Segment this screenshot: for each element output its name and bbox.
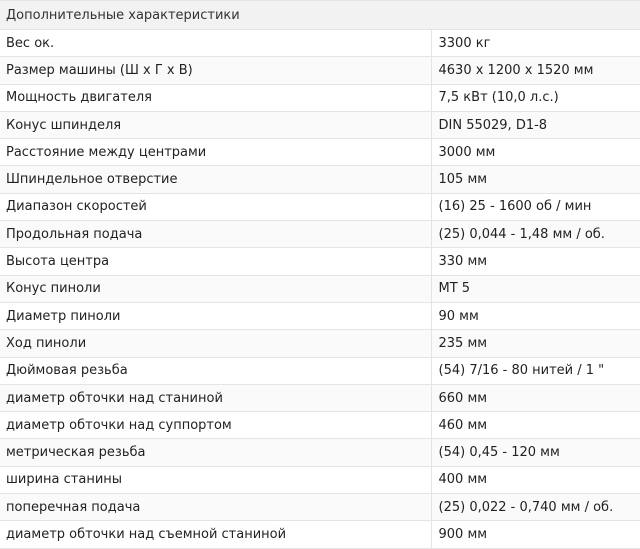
- table-row: [0, 466, 640, 493]
- spec-value: 460 мм: [431, 412, 640, 439]
- spec-value: (25) 0,022 - 0,740 мм / об.: [431, 494, 640, 521]
- table-row: [0, 111, 640, 138]
- spec-label: поперечная подача: [0, 494, 431, 521]
- spec-value: 900 мм: [431, 521, 640, 548]
- table-row: [0, 193, 640, 220]
- spec-label: метрическая резьба: [0, 439, 431, 466]
- spec-label: Шпиндельное отверстие: [0, 166, 431, 193]
- spec-label: Ход пиноли: [0, 330, 431, 357]
- spec-value: 330 мм: [431, 248, 640, 275]
- table-row: [0, 384, 640, 411]
- spec-label: Конус шпинделя: [0, 111, 431, 138]
- spec-label: Продольная подача: [0, 221, 431, 248]
- spec-value: 660 мм: [431, 384, 640, 411]
- spec-value: 7,5 кВт (10,0 л.с.): [431, 84, 640, 111]
- table-row: [0, 84, 640, 111]
- spec-value: MT 5: [431, 275, 640, 302]
- spec-value: DIN 55029, D1-8: [431, 111, 640, 138]
- spec-label: Расстояние между центрами: [0, 139, 431, 166]
- table-row: [0, 275, 640, 302]
- spec-label: Диапазон скоростей: [0, 193, 431, 220]
- table-row: [0, 302, 640, 329]
- spec-label: Высота центра: [0, 248, 431, 275]
- section-title: Дополнительные характеристики: [0, 1, 640, 30]
- table-row: [0, 139, 640, 166]
- spec-label: Дюймовая резьба: [0, 357, 431, 384]
- spec-value: 235 мм: [431, 330, 640, 357]
- spec-value: (54) 0,45 - 120 мм: [431, 439, 640, 466]
- spec-label: Вес ок.: [0, 30, 431, 57]
- table-row: [0, 166, 640, 193]
- spec-label: Конус пиноли: [0, 275, 431, 302]
- spec-label: диаметр обточки над станиной: [0, 384, 431, 411]
- table-row: [0, 521, 640, 548]
- spec-label: диаметр обточки над съемной станиной: [0, 521, 431, 548]
- spec-value: (16) 25 - 1600 об / мин: [431, 193, 640, 220]
- table-row: [0, 494, 640, 521]
- spec-value: 105 мм: [431, 166, 640, 193]
- table-row: [0, 30, 640, 57]
- spec-value: (25) 0,044 - 1,48 мм / об.: [431, 221, 640, 248]
- spec-value: 400 мм: [431, 466, 640, 493]
- table-row: [0, 412, 640, 439]
- spec-value: 3000 мм: [431, 139, 640, 166]
- spec-value: 3300 кг: [431, 30, 640, 57]
- table-row: [0, 330, 640, 357]
- spec-value: 90 мм: [431, 302, 640, 329]
- table-row: [0, 439, 640, 466]
- spec-label: Диаметр пиноли: [0, 302, 431, 329]
- spec-label: Размер машины (Ш x Г x В): [0, 57, 431, 84]
- spec-label: диаметр обточки над суппортом: [0, 412, 431, 439]
- spec-label: ширина станины: [0, 466, 431, 493]
- spec-label: Мощность двигателя: [0, 84, 431, 111]
- spec-value: (54) 7/16 - 80 нитей / 1 ": [431, 357, 640, 384]
- table-row: [0, 57, 640, 84]
- table-row: [0, 357, 640, 384]
- spec-value: 4630 x 1200 x 1520 мм: [431, 57, 640, 84]
- table-header-row: [0, 1, 640, 30]
- table-row: [0, 221, 640, 248]
- table-row: [0, 248, 640, 275]
